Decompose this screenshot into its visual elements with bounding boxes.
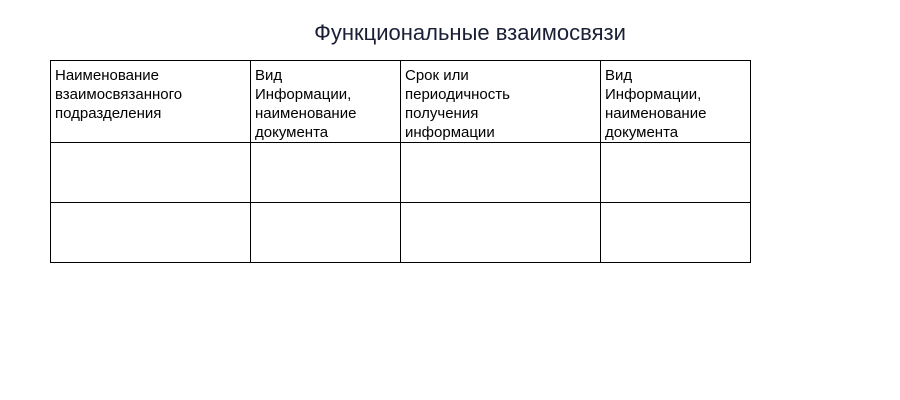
header-cell-info-type (251, 61, 401, 143)
header-label: Срок или периодичность получения информации (405, 67, 510, 141)
table-cell (51, 203, 251, 263)
header-label: Вид Информации, наименование документа (255, 67, 357, 141)
table-header-row (51, 61, 751, 143)
table-cell (601, 203, 751, 263)
functional-interrelations-table (50, 60, 751, 263)
table-row (51, 203, 751, 263)
table-cell (401, 203, 601, 263)
header-label: Вид Информации, наименование документа (605, 67, 707, 141)
table-cell (51, 143, 251, 203)
table-cell (401, 143, 601, 203)
header-label: Наименование взаимосвязанного подразделения (55, 67, 183, 122)
page-title: Функциональные взаимосвязи (314, 20, 626, 45)
table-cell (251, 203, 401, 263)
header-cell-period (401, 61, 601, 143)
table-cell (601, 143, 751, 203)
header-cell-info-type-2 (601, 61, 751, 143)
table-cell (251, 143, 401, 203)
header-cell-department (51, 61, 251, 143)
table-row (51, 143, 751, 203)
